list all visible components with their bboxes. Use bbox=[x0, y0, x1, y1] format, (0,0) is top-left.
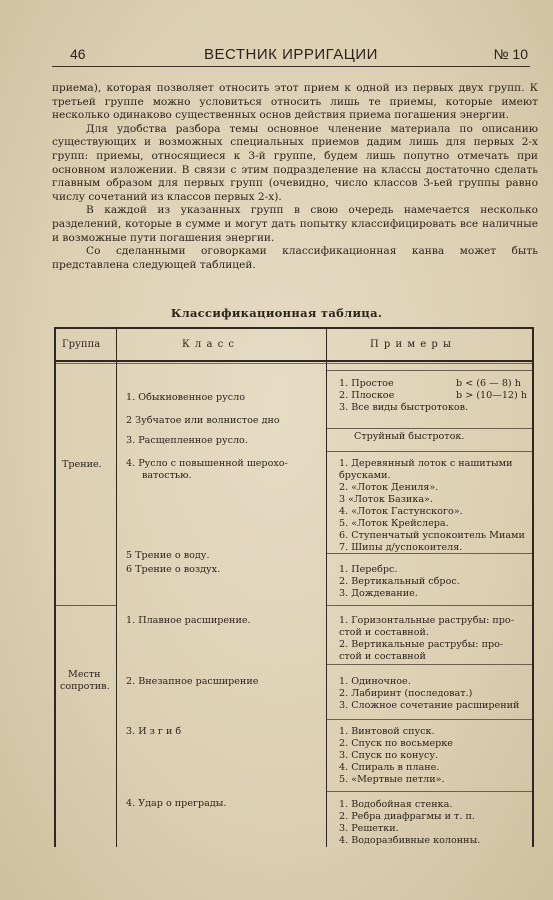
example-list bbox=[339, 615, 514, 663]
example-item: b > (10—12) h bbox=[456, 390, 528, 401]
class-item: 3. И з г и б bbox=[126, 726, 182, 737]
header-divider bbox=[54, 360, 534, 362]
example-item: 4. Спираль в плане. bbox=[339, 762, 440, 773]
class-item: ватостью. bbox=[142, 470, 192, 481]
example-item: 2. Ребра диафрагмы и т. п. bbox=[339, 811, 475, 822]
example-item: 3. Все виды быстротоков. bbox=[339, 402, 469, 413]
table-caption: Классификационная таблица. bbox=[170, 306, 383, 320]
example-item: брусками. bbox=[339, 470, 391, 481]
header-class: К л а с с bbox=[182, 339, 235, 350]
example-item: стой и составной. bbox=[339, 627, 429, 638]
class-item: 2 Зубчатое или волнистое дно bbox=[126, 415, 280, 426]
example-item: стой и составной bbox=[339, 651, 426, 662]
example-item: 2. Лабиринт (последоват.) bbox=[339, 688, 473, 699]
page-number: 46 bbox=[70, 46, 86, 62]
example-item: 1. Горизонтальные раструбы: про- bbox=[339, 615, 514, 626]
header-group: Группа bbox=[62, 339, 101, 350]
example-item: 1. Одиночное. bbox=[339, 676, 411, 687]
example-item: 3. Сложное сочетание расширений bbox=[339, 700, 520, 711]
example-list bbox=[339, 726, 453, 786]
column-divider bbox=[326, 327, 327, 847]
example-item: 2. Спуск по восьмерке bbox=[339, 738, 453, 749]
paragraph: В каждой из указанных групп в свою очередь намечается несколько разделений, которые в сумме и могут дать попытку классифицировать все наличные и возможные пути погашения энергии. bbox=[52, 204, 538, 244]
header-rule bbox=[52, 66, 530, 67]
group-divider bbox=[56, 605, 117, 606]
header-divider bbox=[54, 363, 534, 364]
example-item: 2. «Лоток Дениля». bbox=[339, 482, 439, 493]
class-item: 2. Внезапное расширение bbox=[126, 676, 259, 687]
class-item: 4. Русло с повышенной шерохо- bbox=[126, 458, 288, 469]
example-list bbox=[339, 458, 525, 554]
example-item: 1. Деревянный лоток с нашитыми bbox=[339, 458, 513, 469]
class-item: 4. Удар о преграды. bbox=[126, 798, 227, 809]
paragraph: Для удобства разбора темы основное членение материала по описанию существующих и возможных специальных приемов дадим лишь для первых 2-х групп: приемы, относящиеся к 3-й группе, будем лишь попутно отмечать при основном изложении. В связи с этим подразделение на классы достаточно сделать главным образом для первых групп (очевидно, число классов 3-ьей группы равно числу сочетаний из классов первых 2-х). bbox=[52, 122, 538, 203]
group-local-resistance: сопротив. bbox=[60, 681, 110, 692]
page-header bbox=[52, 46, 530, 66]
example-list bbox=[339, 799, 480, 847]
example-item: Струйный быстроток. bbox=[354, 431, 465, 442]
class-item: 5 Трение о воду. bbox=[126, 550, 210, 561]
class-item: 1. Обыкновенное русло bbox=[126, 392, 246, 403]
row-divider bbox=[327, 605, 532, 606]
example-item: 7. Шипы д/успокоителя. bbox=[339, 542, 463, 553]
example-list bbox=[339, 676, 519, 712]
example-item: 5. «Мертвые петли». bbox=[339, 774, 445, 785]
class-item: 3. Расщепленное русло. bbox=[126, 435, 248, 446]
example-item: 2. Вертикальный сброс. bbox=[339, 576, 460, 587]
table-border bbox=[54, 327, 56, 847]
column-divider bbox=[116, 327, 117, 847]
example-item: 4. «Лоток Гастунского». bbox=[339, 506, 463, 517]
example-item: 5. «Лоток Крейслера. bbox=[339, 518, 449, 529]
row-divider bbox=[327, 664, 532, 665]
example-item: 2. Вертикальные раструбы: про- bbox=[339, 639, 504, 650]
row-divider bbox=[327, 451, 532, 452]
example-item: 3. Дождевание. bbox=[339, 588, 418, 599]
row-divider bbox=[327, 370, 532, 371]
body-text bbox=[52, 82, 538, 272]
classification-table bbox=[54, 327, 534, 847]
example-item: 1. Простое bbox=[339, 378, 394, 389]
example-item: 1. Винтовой спуск. bbox=[339, 726, 435, 737]
example-item: 3 «Лоток Базика». bbox=[339, 494, 433, 505]
example-item: 6. Ступенчатый успокоитель Миами bbox=[339, 530, 525, 541]
example-item: b < (6 — 8) h bbox=[456, 378, 521, 389]
example-item: 1. Водобойная стенка. bbox=[339, 799, 453, 810]
class-item: 1. Плавное расширение. bbox=[126, 615, 251, 626]
table-border bbox=[54, 327, 534, 329]
issue-number: № 10 bbox=[493, 46, 528, 62]
paragraph: приема), которая позволяет относить этот прием к одной из первых двух групп. К третьей группе можно условиться относить лишь те приемы, которые имеют несколько одинаково существенных основ действия приема погашения энергии. bbox=[52, 82, 538, 122]
example-item: 3. Спуск по конусу. bbox=[339, 750, 439, 761]
row-divider bbox=[327, 791, 532, 792]
group-friction: Трение. bbox=[62, 459, 102, 470]
row-divider bbox=[327, 428, 532, 429]
example-item: 4. Водоразбивные колонны. bbox=[339, 835, 481, 846]
group-local-resistance: Местн bbox=[68, 669, 101, 680]
journal-title: ВЕСТНИК ИРРИГАЦИИ bbox=[204, 46, 378, 63]
header-examples: П р и м е р ы bbox=[370, 339, 452, 350]
example-item: 2. Плоское bbox=[339, 390, 395, 401]
row-divider bbox=[327, 719, 532, 720]
example-list bbox=[339, 564, 460, 600]
paragraph: Со сделанными оговорками классификационная канва может быть представлена следующей таблицей. bbox=[52, 245, 538, 271]
table-border bbox=[532, 327, 534, 847]
example-item: 3. Решетки. bbox=[339, 823, 399, 834]
class-item: 6 Трение о воздух. bbox=[126, 564, 221, 575]
example-item: 1. Перебрс. bbox=[339, 564, 398, 575]
